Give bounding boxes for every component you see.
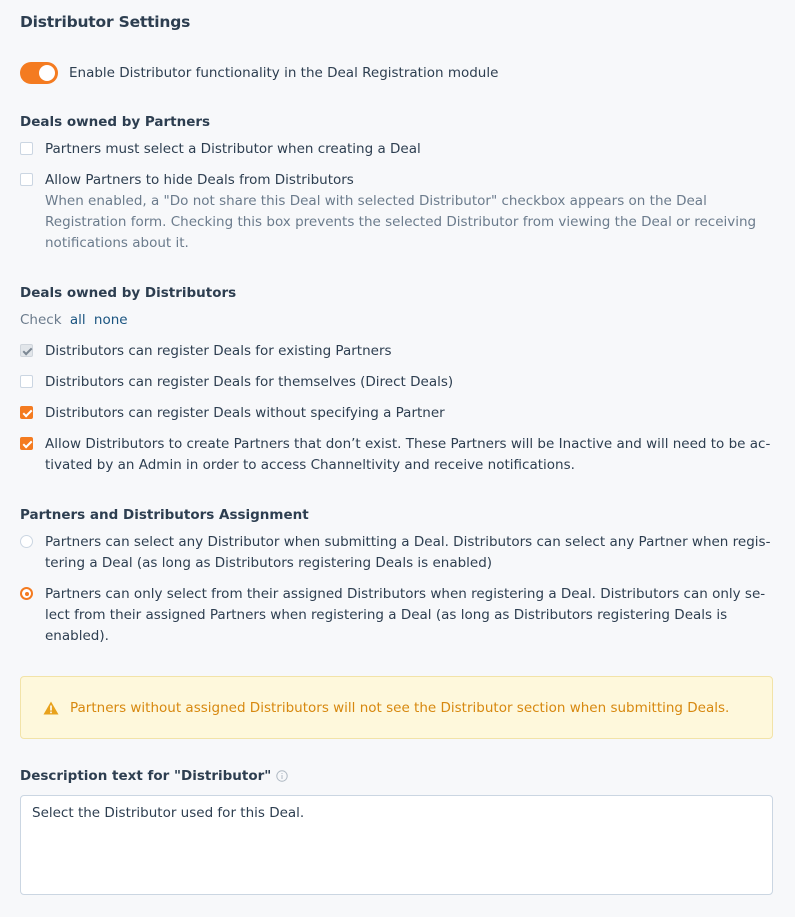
alert-text: Partners without assigned Distributors will not see the Distributor section when submitting Deals. bbox=[70, 699, 730, 716]
option-label: Distributors can register Deals without specifying a Partner bbox=[45, 405, 445, 421]
allow-hide-deals-checkbox[interactable] bbox=[20, 173, 33, 186]
create-partners-checkbox[interactable] bbox=[20, 437, 33, 450]
description-field-label bbox=[20, 768, 288, 784]
option-register-existing-partners bbox=[20, 341, 775, 362]
description-textarea[interactable]: Select the Distributor used for this Deal. bbox=[20, 795, 773, 895]
enable-distributor-toggle[interactable] bbox=[20, 62, 58, 84]
distributors-group-title: Deals owned by Distributors bbox=[20, 285, 237, 301]
option-assigned-only bbox=[20, 584, 775, 647]
assignment-group-title: Partners and Distributors Assignment bbox=[20, 507, 309, 523]
option-direct-deals bbox=[20, 372, 775, 393]
select-any-radio[interactable] bbox=[20, 535, 33, 548]
enable-distributor-label: Enable Distributor functionality in the Deal Registration module bbox=[69, 65, 499, 81]
option-create-partners bbox=[20, 434, 775, 476]
check-all-none bbox=[20, 312, 128, 328]
check-label: Check bbox=[20, 312, 62, 328]
direct-deals-checkbox[interactable] bbox=[20, 375, 33, 388]
option-text-block bbox=[45, 170, 775, 254]
register-existing-partners-checkbox[interactable] bbox=[20, 344, 33, 357]
option-allow-hide-deals bbox=[20, 170, 775, 254]
check-all-link[interactable]: all bbox=[69, 312, 86, 328]
option-select-any bbox=[20, 532, 775, 574]
check-none-link[interactable]: none bbox=[93, 312, 128, 328]
option-label: Partners can select any Distributor when submitting a Deal. Distributors can select any Partner when regis-tering a Deal (as long as Distributors registering Deals is enabled) bbox=[45, 534, 771, 571]
option-label: Distributors can register Deals for themselves (Direct Deals) bbox=[45, 374, 454, 390]
option-without-partner bbox=[20, 403, 775, 424]
warning-icon bbox=[43, 701, 59, 715]
option-label: Allow Partners to hide Deals from Distributors bbox=[45, 172, 354, 188]
page-title: Distributor Settings bbox=[20, 13, 191, 31]
info-icon[interactable] bbox=[276, 770, 288, 782]
partners-group-title: Deals owned by Partners bbox=[20, 114, 211, 130]
partners-must-select-checkbox[interactable] bbox=[20, 142, 33, 155]
option-description: When enabled, a "Do not share this Deal with selected Distributor" checkbox appears on the Deal Registration form. Checking this box prevents the selected Distributor from viewing the Deal or receiving notifications about it. bbox=[45, 193, 757, 251]
option-label: Allow Distributors to create Partners that don’t exist. These Partners will be Inactive and will need to be ac-tivated by an Admin in order to access Channeltivity and receive notifications. bbox=[45, 436, 771, 473]
option-label: Partners must select a Distributor when creating a Deal bbox=[45, 141, 421, 157]
field-label-text: Description text for "Distributor" bbox=[20, 768, 272, 784]
option-partners-must-select bbox=[20, 139, 775, 160]
without-partner-checkbox[interactable] bbox=[20, 406, 33, 419]
warning-alert bbox=[20, 676, 773, 739]
option-label: Partners can only select from their assigned Distributors when registering a Deal. Distributors can only se-lect from their assigned Partners when registering a Deal (as long as Distributors registering Deals is enabled). bbox=[45, 586, 766, 644]
option-label: Distributors can register Deals for existing Partners bbox=[45, 343, 392, 359]
enable-distributor-row bbox=[20, 62, 498, 84]
toggle-knob bbox=[39, 65, 55, 81]
assigned-only-radio[interactable] bbox=[20, 587, 33, 600]
